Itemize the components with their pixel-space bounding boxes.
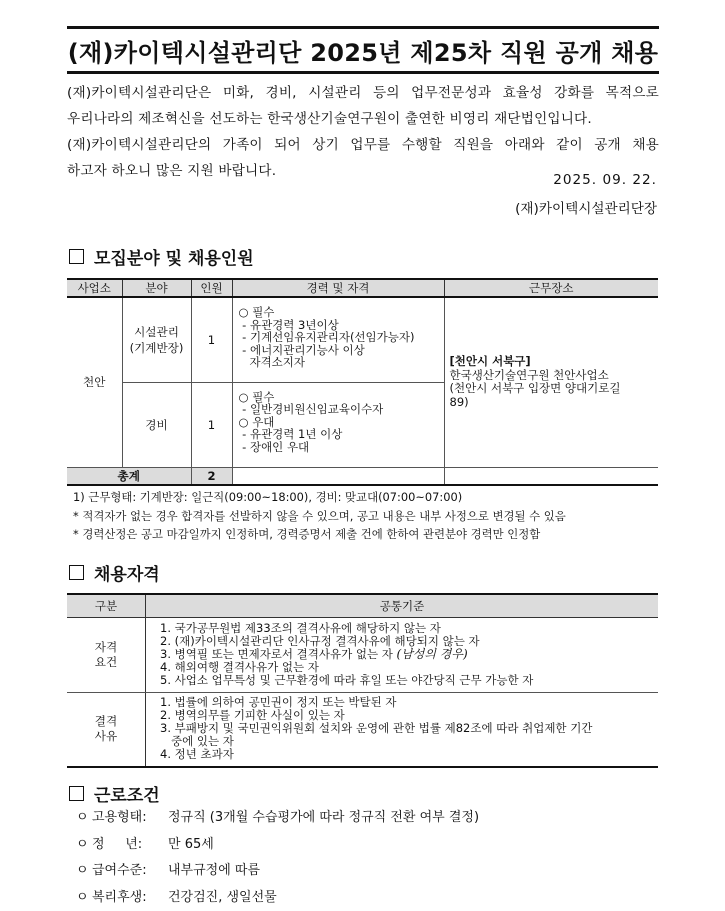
requirement-line: ○ 필수 <box>238 389 275 404</box>
site-cell: 천안 <box>67 297 122 467</box>
list-item: 5. 사업소 업무특성 및 근무환경에 따라 휴일 또는 야간당직 근무 가능한 자 <box>160 673 534 687</box>
total-empty <box>232 467 444 485</box>
column-header: 경력 및 자격 <box>232 279 444 297</box>
condition-label: 급여수준: <box>92 863 147 878</box>
section-conditions-heading <box>69 781 160 806</box>
column-header: 구분 <box>67 594 146 618</box>
intro-line: (재)카이텍시설관리단의 가족이 되어 상기 업무를 수행할 직원을 아래와 같이 공개 채용 <box>67 137 659 153</box>
list-item <box>76 832 479 859</box>
condition-value: 건강검진, 생일선물 <box>168 889 277 905</box>
requirement-line: - 유관경력 1년 이상 <box>238 427 343 441</box>
bullet-icon: ㅇ <box>76 810 89 825</box>
list-item: 1. 법률에 의하여 공민권이 정지 또는 박탈된 자 <box>160 695 397 709</box>
count-cell: 1 <box>191 382 232 467</box>
table-row <box>67 297 658 382</box>
row-label <box>67 693 146 767</box>
bullet-icon: ㅇ <box>76 836 89 852</box>
criteria-cell <box>146 693 659 767</box>
checkbox-icon <box>69 249 84 264</box>
section-title: 근로조건 <box>94 786 160 806</box>
posting-date: 2025. 09. 22. <box>553 172 657 188</box>
checkbox-icon <box>69 565 84 580</box>
field-cell <box>122 297 191 382</box>
column-header: 근무장소 <box>444 279 658 297</box>
list-item: 2. (재)카이텍시설관리단 인사규정 결격사유에 해당되지 않는 자 <box>160 634 480 648</box>
row-label-line: 자격 <box>94 640 118 654</box>
location-cell <box>444 297 658 467</box>
requirement-line: - 에너지관리기능사 이상 <box>238 342 365 357</box>
field-cell <box>122 382 191 467</box>
condition-value: 만 65세 <box>168 836 214 852</box>
bullet-icon: ㅇ <box>76 863 89 878</box>
column-header: 공통기준 <box>146 594 659 618</box>
total-empty <box>444 467 658 485</box>
field-name: 시설관리 <box>134 324 179 339</box>
list-item <box>76 885 479 911</box>
list-item: 중에 있는 자 <box>160 734 234 748</box>
row-label <box>67 618 146 693</box>
requirement-line: - 유관경력 3년이상 <box>238 317 339 332</box>
criteria-cell <box>146 618 659 693</box>
condition-value: 내부규정에 따름 <box>168 863 261 878</box>
total-label: 총계 <box>67 467 191 485</box>
condition-label: 고용형태: <box>92 810 147 825</box>
column-header: 인원 <box>191 279 232 297</box>
table-row <box>67 693 658 767</box>
recruitment-table <box>67 278 658 486</box>
list-item-text: 3. 병역필 또는 면제자로서 결격사유가 없는 자 <box>160 647 393 661</box>
total-row <box>67 467 658 485</box>
list-item: 1. 국가공무원법 제33조의 결격사유에 해당하지 않는 자 <box>160 621 441 635</box>
total-count: 2 <box>191 467 232 485</box>
page-title: (재)카이텍시설관리단 2025년 제25차 직원 공개 채용 <box>67 38 659 67</box>
list-item <box>76 858 479 885</box>
list-item: 4. 정년 초과자 <box>160 747 234 761</box>
list-item: 3. 부패방지 및 국민권익위원회 설치와 운영에 관한 법률 제82조에 따라 취업제한 기간 <box>160 721 593 735</box>
condition-label: 복리후생: <box>92 889 147 905</box>
conditions-list <box>76 805 479 911</box>
section-recruitment-heading <box>69 244 254 269</box>
row-label-line: 결격 <box>94 714 118 729</box>
intro-line: (재)카이텍시설관리단은 미화, 경비, 시설관리 등의 업무전문성과 효율성 강화를 목적으로 <box>67 85 659 101</box>
table-row <box>67 618 658 693</box>
criteria-list <box>146 618 658 691</box>
section-title: 채용자격 <box>94 565 160 585</box>
location-line: [천안시 서북구] <box>449 354 531 369</box>
intro-line: 하고자 하오니 많은 지원 바랍니다. <box>67 163 277 179</box>
count-cell: 1 <box>191 297 232 382</box>
bullet-icon: ㅇ <box>76 889 89 905</box>
handwritten-note: (남성의 경우) <box>396 647 468 661</box>
table-header-row <box>67 279 658 297</box>
note-line: * 적격자가 없는 경우 합격자를 선발하지 않을 수 있으며, 공고 내용은 내부 사정으로 변경될 수 있음 <box>73 508 566 523</box>
intro-line: 우리나라의 제조혁신을 선도하는 한국생산기술연구원이 출연한 비영리 재단법인입니다. <box>67 111 592 127</box>
requirement-line: - 장애인 우대 <box>238 439 310 454</box>
requirement-line: ○ 필수 <box>238 305 275 319</box>
section-qualification-heading <box>69 560 160 585</box>
title-bar <box>67 26 659 74</box>
signer: (재)카이텍시설관리단장 <box>515 201 657 217</box>
list-item <box>76 805 479 832</box>
qualification-table <box>67 593 658 768</box>
field-name: 경비 <box>145 417 168 432</box>
table-header-row <box>67 594 658 618</box>
field-subname: (기계반장) <box>129 340 184 355</box>
note-line: 1) 근무형태: 기계반장: 일근직(09:00~18:00), 경비: 맞교대(07:00~07:00) <box>73 490 463 504</box>
location-line: 89) <box>449 394 469 409</box>
list-item: 2. 병역의무를 기피한 사실이 있는 자 <box>160 708 345 722</box>
row-label-line: 사유 <box>94 729 118 744</box>
column-header: 분야 <box>122 279 191 297</box>
list-item: 4. 해외여행 결격사유가 없는 자 <box>160 660 319 674</box>
section-title: 모집분야 및 채용인원 <box>94 249 254 269</box>
requirements-cell <box>232 382 444 467</box>
location-line: 한국생산기술연구원 천안사업소 <box>449 367 609 382</box>
criteria-list <box>146 693 658 765</box>
notes <box>73 488 566 544</box>
requirement-line: - 기계선임유지관리자(선임가능자) <box>238 330 415 344</box>
condition-label: 정 년: <box>92 836 143 852</box>
requirement-line: - 일반경비원신임교육이수자 <box>238 402 384 416</box>
location-line: (천안시 서북구 입장면 양대기로길 <box>449 381 621 396</box>
row-label-line: 요건 <box>94 655 118 669</box>
requirements-cell <box>232 297 444 382</box>
requirement-line: 자격소지자 <box>238 355 306 369</box>
note-line: * 경력산정은 공고 마감일까지 인정하며, 경력증명서 제출 건에 한하여 관련분야 경력만 인정함 <box>73 527 541 541</box>
condition-value: 정규직 (3개월 수습평가에 따라 정규직 전환 여부 결정) <box>168 810 480 825</box>
checkbox-icon <box>69 786 84 801</box>
requirement-line: ○ 우대 <box>238 414 275 429</box>
intro-paragraph <box>67 80 659 184</box>
column-header: 사업소 <box>67 279 122 297</box>
